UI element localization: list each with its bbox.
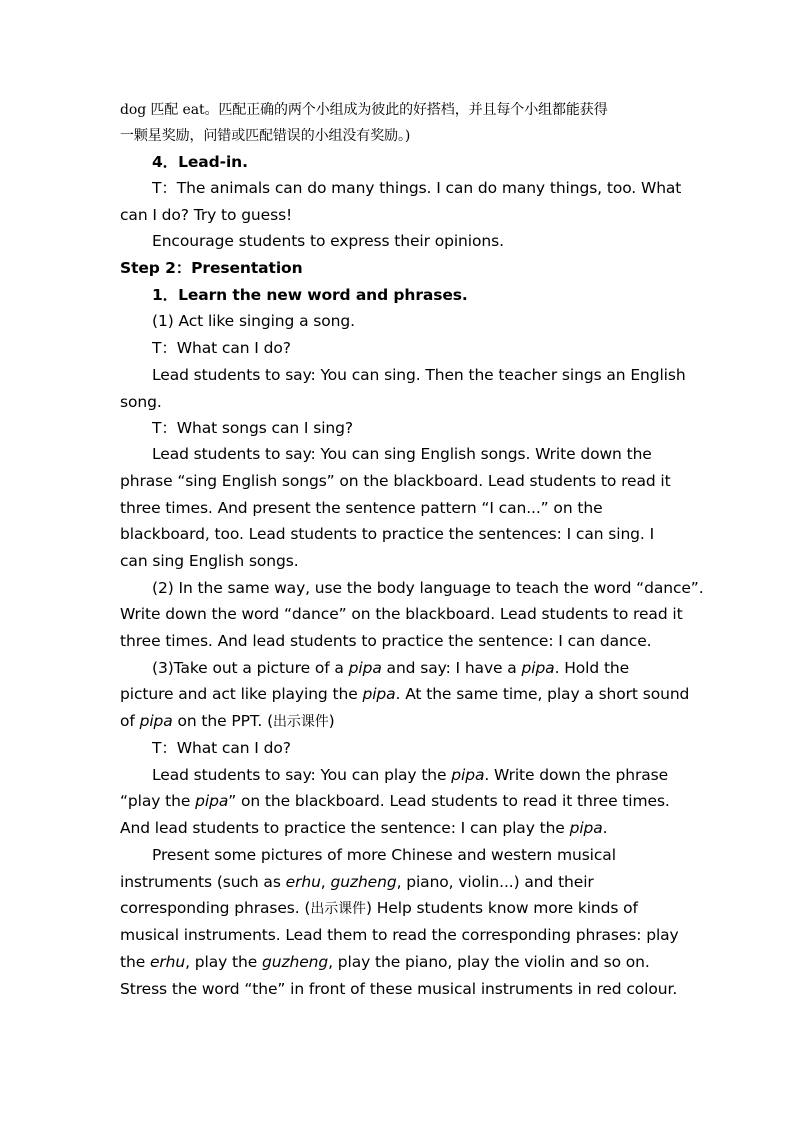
text-line: (2) In the same way, use the body language to teach the word “dance”. <box>152 579 704 597</box>
text-line: of pipa on the PPT. (出示课件) <box>120 712 335 730</box>
text-line: Present some pictures of more Chinese and western musical <box>152 846 616 864</box>
text-line: T：What can I do? <box>152 339 291 357</box>
text-line: Encourage students to express their opinions. <box>152 232 504 250</box>
text-line: T：What songs can I sing? <box>152 419 353 437</box>
text-line: three times. And present the sentence pattern “I can...” on the <box>120 499 603 517</box>
text-line: phrase “sing English songs” on the blackboard. Lead students to read it <box>120 472 671 490</box>
text-line: corresponding phrases. (出示课件) Help students know more kinds of <box>120 899 638 917</box>
step-heading: Step 2：Presentation <box>120 259 303 277</box>
text-line: Lead students to say: You can sing English songs. Write down the <box>152 445 652 463</box>
text-line: Lead students to say: You can play the pipa. Write down the phrase <box>152 766 669 784</box>
text-line: can I do? Try to guess! <box>120 206 293 224</box>
text-line: Lead students to say: You can sing. Then the teacher sings an English <box>152 366 686 384</box>
text-line: And lead students to practice the sentence: I can play the pipa. <box>120 819 608 837</box>
text-line: Write down the word “dance” on the blackboard. Lead students to read it <box>120 605 683 623</box>
text-line: three times. And lead students to practice the sentence: I can dance. <box>120 632 652 650</box>
section-heading: 4．Lead-in. <box>152 153 248 171</box>
section-heading: 1．Learn the new word and phrases. <box>152 286 468 304</box>
text-line: T：The animals can do many things. I can do many things, too. What <box>152 179 682 197</box>
text-line: blackboard, too. Lead students to practice the sentences: I can sing. I <box>120 525 655 543</box>
text-line: instruments (such as erhu, guzheng, piano, violin...) and their <box>120 873 594 891</box>
text-line: musical instruments. Lead them to read the corresponding phrases: play <box>120 926 679 944</box>
text-line: can sing English songs. <box>120 552 299 570</box>
text-line: (1) Act like singing a song. <box>152 312 355 330</box>
text-line: the erhu, play the guzheng, play the piano, play the violin and so on. <box>120 953 650 971</box>
text-line: picture and act like playing the pipa. At the same time, play a short sound <box>120 685 690 703</box>
text-line: dog 匹配 eat。匹配正确的两个小组成为彼此的好搭档，并且每个小组都能获得 <box>120 102 608 118</box>
text-line: Stress the word “the” in front of these musical instruments in red colour. <box>120 980 678 998</box>
text-line: (3)Take out a picture of a pipa and say: I have a pipa. Hold the <box>152 659 630 677</box>
text-line: 一颗星奖励，问错或匹配错误的小组没有奖励。) <box>120 128 411 144</box>
text-line: “play the pipa” on the blackboard. Lead students to read it three times. <box>120 792 670 810</box>
text-line: song. <box>120 393 162 411</box>
text-line: T：What can I do? <box>152 739 291 757</box>
